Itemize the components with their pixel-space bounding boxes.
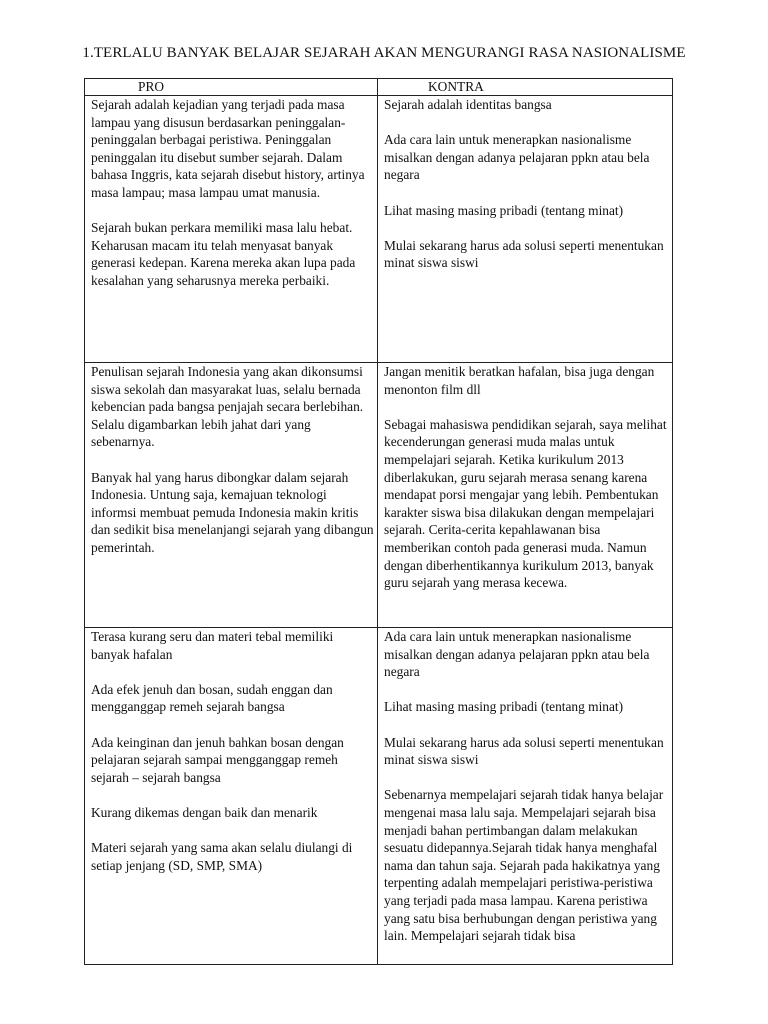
argument-paragraph: Sejarah bukan perkara memiliki masa lalu hebat. Keharusan macam itu telah menyasat banyak generasi kedepan. Karena mereka akan lupa pada kesalahan yang seharusnya mereka perbaiki. [91, 220, 356, 288]
argument-paragraph: Ada efek jenuh dan bosan, sudah enggan dan mengganggap remeh sejarah bangsa [91, 681, 333, 715]
document-title: 1.TERLALU BANYAK BELAJAR SEJARAH AKAN MENGURANGI RASA NASIONALISME [82, 45, 686, 61]
table-row [85, 363, 673, 628]
pro-header [85, 79, 378, 96]
pro-cell [85, 96, 378, 363]
argument-paragraph: Kurang dikemas dengan baik dan menarik [91, 804, 318, 820]
argument-paragraph: Ada keinginan dan jenuh bahkan bosan dengan pelajaran sejarah sampai mengganggap remeh sejarah – sejarah bangsa [91, 734, 344, 785]
argument-paragraph: Ada cara lain untuk menerapkan nasionalisme misalkan dengan adanya pelajaran ppkn atau bela negara [384, 132, 650, 183]
argument-paragraph: Lihat masing masing pribadi (tentang minat) [384, 202, 624, 218]
kontra-cell [378, 96, 673, 363]
table-row [85, 628, 673, 965]
argument-paragraph: Lihat masing masing pribadi (tentang minat) [384, 699, 624, 715]
pro-kontra-table [84, 78, 673, 965]
pro-cell [85, 363, 378, 628]
argument-paragraph: Mulai sekarang harus ada solusi seperti menentukan minat siswa siswi [384, 237, 664, 271]
kontra-header [378, 79, 673, 96]
argument-paragraph: Sejarah adalah identitas bangsa [384, 97, 552, 112]
kontra-cell [378, 363, 673, 628]
pro-header-label: PRO [138, 79, 165, 94]
argument-paragraph: Sebenarnya mempelajari sejarah tidak hanya belajar mengenai masa lalu saja. Mempelajari sejarah bisa menjadi bahan pertimbangan dalam melakukan sesuatu didepannya.Sejarah tidak hanya menghafal nama dan tahun saja. Sejarah pada hakikatnya yang terpenting adalah mempelajari peristiwa-peristiwa yang terjadi pada masa lampau. Karena peristiwa yang satu bisa berhubungan dengan peristiwa yang lain. Mempelajari sejarah tidak bisa [384, 787, 664, 944]
argument-paragraph: Terasa kurang seru dan materi tebal memiliki banyak hafalan [91, 629, 334, 662]
kontra-header-label: KONTRA [428, 79, 484, 94]
argument-paragraph: Sejarah adalah kejadian yang terjadi pada masa lampau yang disusun berdasarkan peninggalan-peninggalan berbagai peristiwa. Peninggalan peninggalan itu disebut sumber sejarah. Dalam bahasa Inggris, kata sejarah disebut history, artinya masa lampau; masa lampau umat manusia. [91, 97, 365, 200]
argument-paragraph: Sebagai mahasiswa pendidikan sejarah, saya melihat kecenderungan generasi muda malas untuk mempelajari sejarah. Ketika kurikulum 2013 diberlakukan, guru sejarah merasa senang karena mendapat porsi mengajar yang lebih. Pembentukan karakter siswa bisa dilakukan dengan mempelajari sejarah. Cerita-cerita kepahlawanan bisa memberikan contoh pada generasi muda. Namun dengan diberhentikannya kurikulum 2013, banyak guru sejarah yang merasa kecewa. [384, 416, 667, 591]
argument-paragraph: Jangan menitik beratkan hafalan, bisa juga dengan menonton film dll [384, 364, 655, 397]
argument-paragraph: Penulisan sejarah Indonesia yang akan dikonsumsi siswa sekolah dan masyarakat luas, selalu bernada kebencian pada bangsa penjajah secara berlebihan. Selalu digambarkan lebih jahat dari yang sebenarnya. [91, 364, 364, 450]
pro-cell [85, 628, 378, 965]
argument-paragraph: Banyak hal yang harus dibongkar dalam sejarah Indonesia. Untung saja, kemajuan teknologi informsi membuat pemuda Indonesia makin kritis dan sedikit bisa menelanjangi sejarah yang dibangun pemerintah. [91, 469, 374, 555]
kontra-cell [378, 628, 673, 965]
table-header-row [85, 79, 673, 96]
argument-paragraph: Mulai sekarang harus ada solusi seperti menentukan minat siswa siswi [384, 734, 664, 768]
table-row [85, 96, 673, 363]
argument-paragraph: Materi sejarah yang sama akan selalu diulangi di setiap jenjang (SD, SMP, SMA) [91, 840, 353, 873]
argument-paragraph: Ada cara lain untuk menerapkan nasionalisme misalkan dengan adanya pelajaran ppkn atau bela negara [384, 629, 650, 680]
